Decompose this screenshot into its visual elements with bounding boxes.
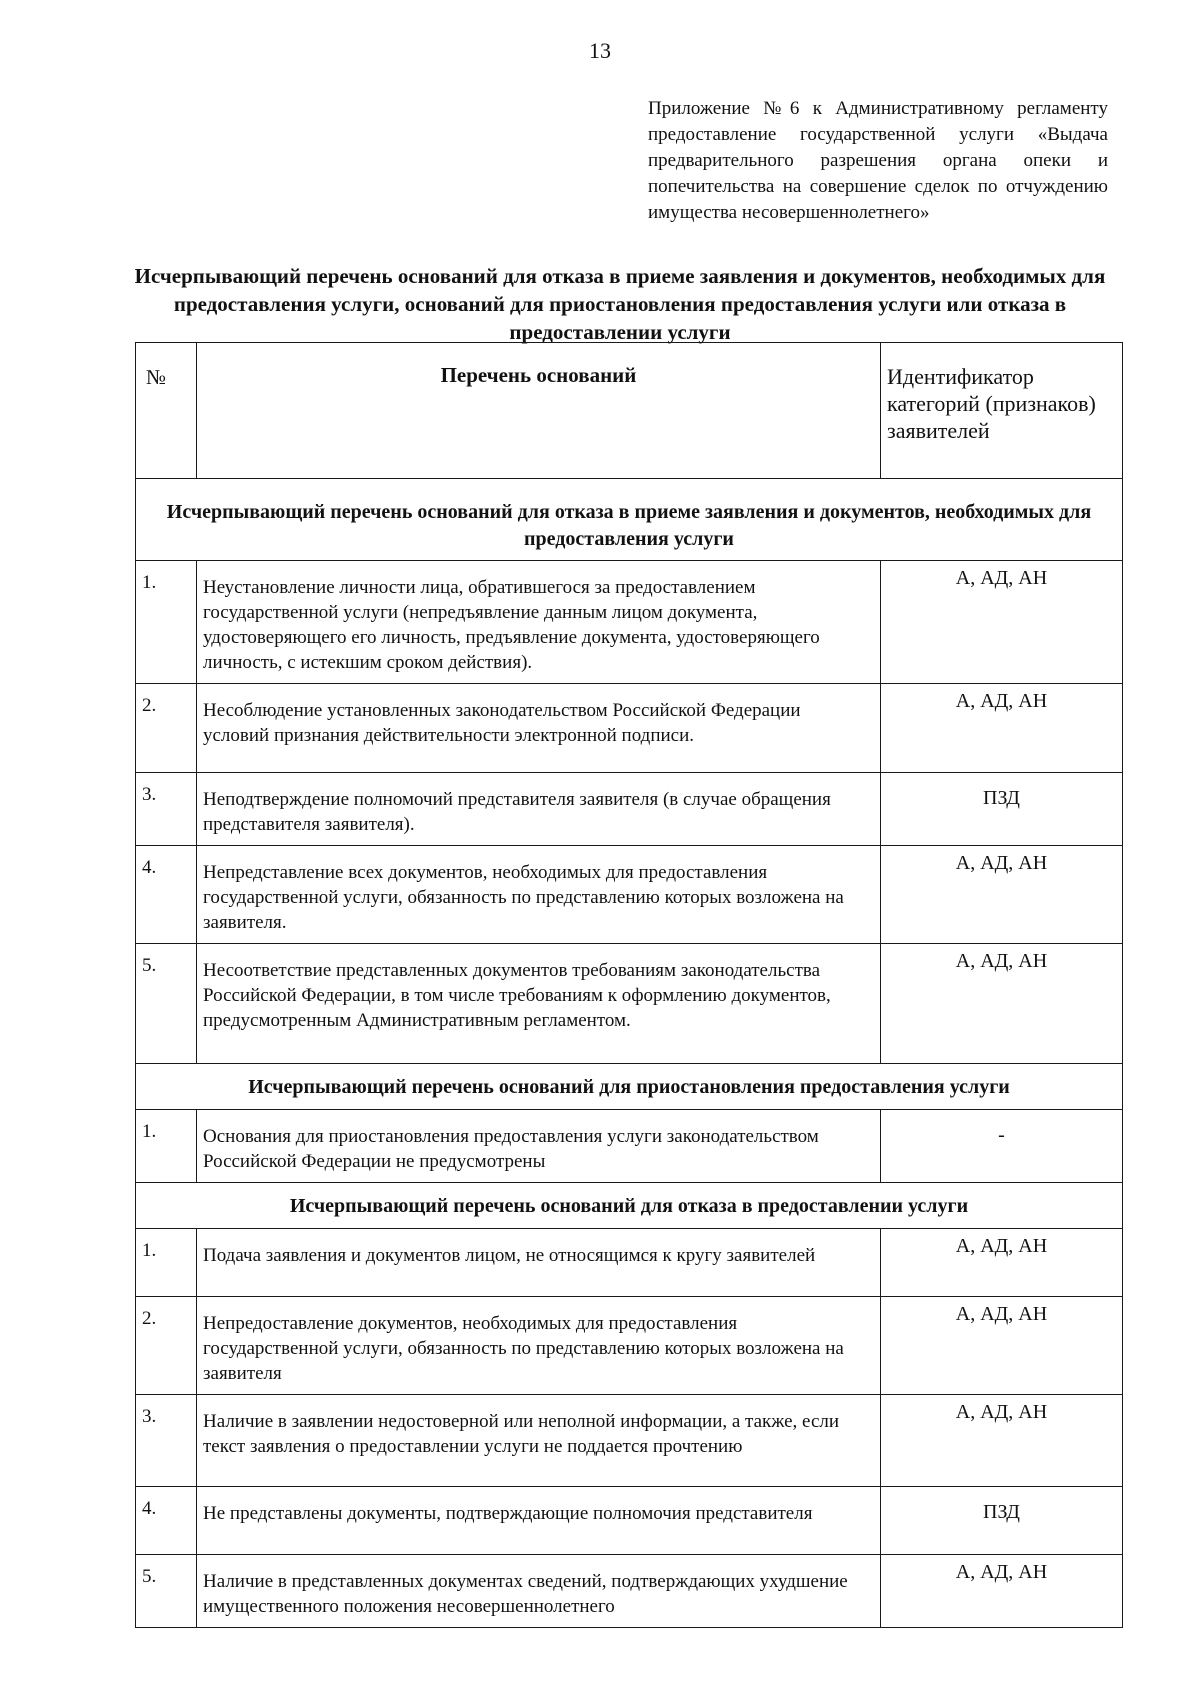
row-text: Несоответствие представленных документов требованиям законодательства Российской Федерации, в том числе требованиям к оформлению документов, предусмотренным Административным регламентом.	[197, 944, 881, 1064]
document-title: Исчерпывающий перечень оснований для отказа в приеме заявления и документов, необходимых для предоставления услуги, оснований для приостановления предоставления услуги или отказа в предоставлении услуги	[134, 264, 1106, 344]
table-header-row	[136, 343, 1123, 479]
row-identifier: А, АД, АН	[881, 1297, 1123, 1395]
section-header-row	[136, 479, 1123, 561]
table-row	[136, 1229, 1123, 1297]
row-text: Не представлены документы, подтверждающие полномочия представителя	[197, 1487, 881, 1555]
row-text: Непредставление всех документов, необходимых для предоставления государственной услуги, обязанность по представлению которых возложена на заявителя.	[197, 846, 881, 944]
table-row	[136, 684, 1123, 773]
row-text: Наличие в представленных документах сведений, подтверждающих ухудшение имущественного положения несовершеннолетнего	[197, 1555, 881, 1628]
row-identifier: ПЗД	[881, 1487, 1123, 1555]
table-row	[136, 561, 1123, 684]
table-row	[136, 846, 1123, 944]
row-identifier: А, АД, АН	[881, 1395, 1123, 1487]
section-title: Исчерпывающий перечень оснований для приостановления предоставления услуги	[136, 1064, 1123, 1110]
row-identifier: А, АД, АН	[881, 846, 1123, 944]
row-number: 4.	[136, 846, 197, 944]
page-number: 13	[589, 38, 611, 63]
row-text: Наличие в заявлении недостоверной или неполной информации, а также, если текст заявления о предоставлении услуги не поддается прочтению	[197, 1395, 881, 1487]
row-text: Неподтверждение полномочий представителя заявителя (в случае обращения представителя заявителя).	[197, 773, 881, 846]
section-header-row	[136, 1064, 1123, 1110]
section-title: Исчерпывающий перечень оснований для отказа в приеме заявления и документов, необходимых для предоставления услуги	[136, 479, 1123, 561]
row-number: 3.	[136, 773, 197, 846]
table-row	[136, 1487, 1123, 1555]
appendix-note: Приложение №6 к Административному регламенту предоставление государственной услуги «Выдача предварительного разрешения органа опеки и попечительства на совершение сделок по отчуждению имущества несовершеннолетнего»	[648, 98, 1108, 223]
row-number: 3.	[136, 1395, 197, 1487]
row-number: 4.	[136, 1487, 197, 1555]
header-identifier: Идентификатор категорий (признаков) заявителей	[881, 343, 1123, 479]
row-text: Основания для приостановления предоставления услуги законодательством Российской Федерации не предусмотрены	[197, 1110, 881, 1183]
row-text: Несоблюдение установленных законодательством Российской Федерации условий признания действительности электронной подписи.	[197, 684, 881, 773]
table-row	[136, 1395, 1123, 1487]
grounds-table	[135, 342, 1123, 1628]
row-text: Подача заявления и документов лицом, не относящимся к кругу заявителей	[197, 1229, 881, 1297]
row-text: Непредоставление документов, необходимых для предоставления государственной услуги, обязанность по представлению которых возложена на заявителя	[197, 1297, 881, 1395]
row-identifier: -	[881, 1110, 1123, 1183]
row-text: Неустановление личности лица, обратившегося за предоставлением государственной услуги (непредъявление данным лицом документа, удостоверяющего его личность, предъявление документа, удостоверяющего личность, с истекшим сроком действия).	[197, 561, 881, 684]
row-number: 1.	[136, 1229, 197, 1297]
row-identifier: А, АД, АН	[881, 1229, 1123, 1297]
row-identifier: А, АД, АН	[881, 1555, 1123, 1628]
row-number: 2.	[136, 684, 197, 773]
row-identifier: А, АД, АН	[881, 684, 1123, 773]
header-number: №	[136, 343, 197, 479]
section-header-row	[136, 1183, 1123, 1229]
row-number: 1.	[136, 1110, 197, 1183]
table-row	[136, 1555, 1123, 1628]
row-identifier: А, АД, АН	[881, 561, 1123, 684]
row-number: 2.	[136, 1297, 197, 1395]
row-identifier: А, АД, АН	[881, 944, 1123, 1064]
table-row	[136, 773, 1123, 846]
row-identifier: ПЗД	[881, 773, 1123, 846]
table-row	[136, 1110, 1123, 1183]
table-row	[136, 1297, 1123, 1395]
row-number: 5.	[136, 1555, 197, 1628]
section-title: Исчерпывающий перечень оснований для отказа в предоставлении услуги	[136, 1183, 1123, 1229]
table-row	[136, 944, 1123, 1064]
row-number: 1.	[136, 561, 197, 684]
row-number: 5.	[136, 944, 197, 1064]
header-grounds: Перечень оснований	[197, 343, 881, 479]
